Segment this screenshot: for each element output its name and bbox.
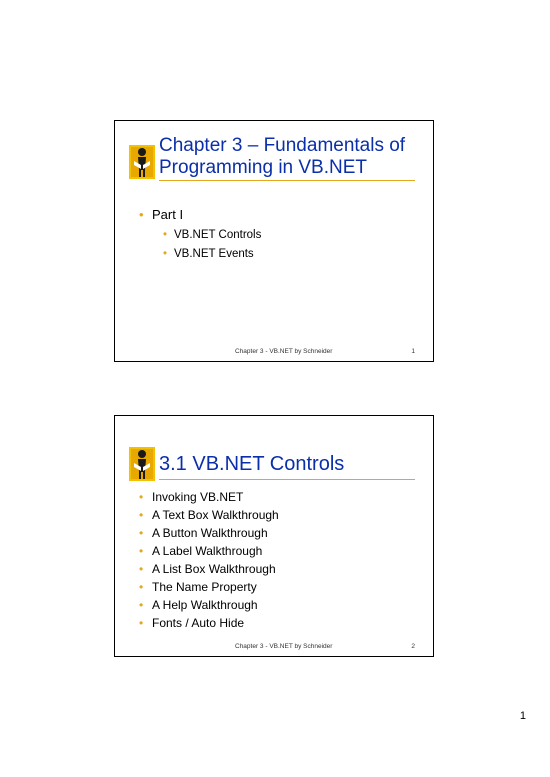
list-item xyxy=(163,245,261,264)
bullet-icon: • xyxy=(139,616,144,630)
bullet-text: A Text Box Walkthrough xyxy=(152,508,279,522)
list-item xyxy=(139,578,279,596)
bullet-icon: • xyxy=(163,248,168,260)
title-rule xyxy=(159,180,415,181)
title-rule xyxy=(159,479,415,480)
page-number: 1 xyxy=(519,710,526,722)
bullet-text: A List Box Walkthrough xyxy=(152,562,276,576)
list-item xyxy=(139,488,279,506)
bullet-icon: • xyxy=(139,526,144,540)
title-line: Chapter 3 – Fundamentals of xyxy=(159,135,406,156)
title-line: 3.1 VB.NET Controls xyxy=(159,453,345,475)
bullet-text: Invoking VB.NET xyxy=(152,490,244,504)
slide-number: 1 xyxy=(411,348,415,355)
person-reading-logo-icon xyxy=(129,447,155,481)
slide-1 xyxy=(114,120,434,362)
bullet-icon: • xyxy=(139,598,144,612)
list-item xyxy=(139,542,279,560)
footer-text: Chapter 3 - VB.NET by Schneider xyxy=(235,643,333,650)
sub-bullet-list xyxy=(152,226,261,264)
list-item xyxy=(139,206,262,260)
bullet-text: Fonts / Auto Hide xyxy=(152,616,245,630)
slide-number: 2 xyxy=(411,643,415,650)
list-item xyxy=(139,596,279,614)
person-reading-logo-icon xyxy=(129,145,155,179)
list-item xyxy=(139,614,279,632)
bullet-text: A Help Walkthrough xyxy=(152,598,258,612)
slide-title xyxy=(159,135,405,179)
title-line: Programming in VB.NET xyxy=(159,157,368,178)
bullet-text: VB.NET Events xyxy=(174,248,254,260)
bullet-text: Part I xyxy=(152,207,184,222)
list-item xyxy=(163,226,261,245)
bullet-text: VB.NET Controls xyxy=(174,229,262,241)
bullet-text: A Label Walkthrough xyxy=(152,544,263,558)
list-item xyxy=(139,506,279,524)
bullet-icon: • xyxy=(139,207,144,222)
footer-text: Chapter 3 - VB.NET by Schneider xyxy=(235,348,333,355)
bullet-list xyxy=(139,206,262,260)
bullet-icon: • xyxy=(163,229,168,241)
list-item xyxy=(139,524,279,542)
bullet-list xyxy=(139,488,279,632)
bullet-icon: • xyxy=(139,580,144,594)
bullet-text: The Name Property xyxy=(152,580,257,594)
bullet-icon: • xyxy=(139,490,144,504)
bullet-icon: • xyxy=(139,544,144,558)
bullet-icon: • xyxy=(139,562,144,576)
bullet-text: A Button Walkthrough xyxy=(152,526,268,540)
bullet-icon: • xyxy=(139,508,144,522)
slide-title xyxy=(159,452,344,476)
list-item xyxy=(139,560,279,578)
slide-2 xyxy=(114,415,434,657)
